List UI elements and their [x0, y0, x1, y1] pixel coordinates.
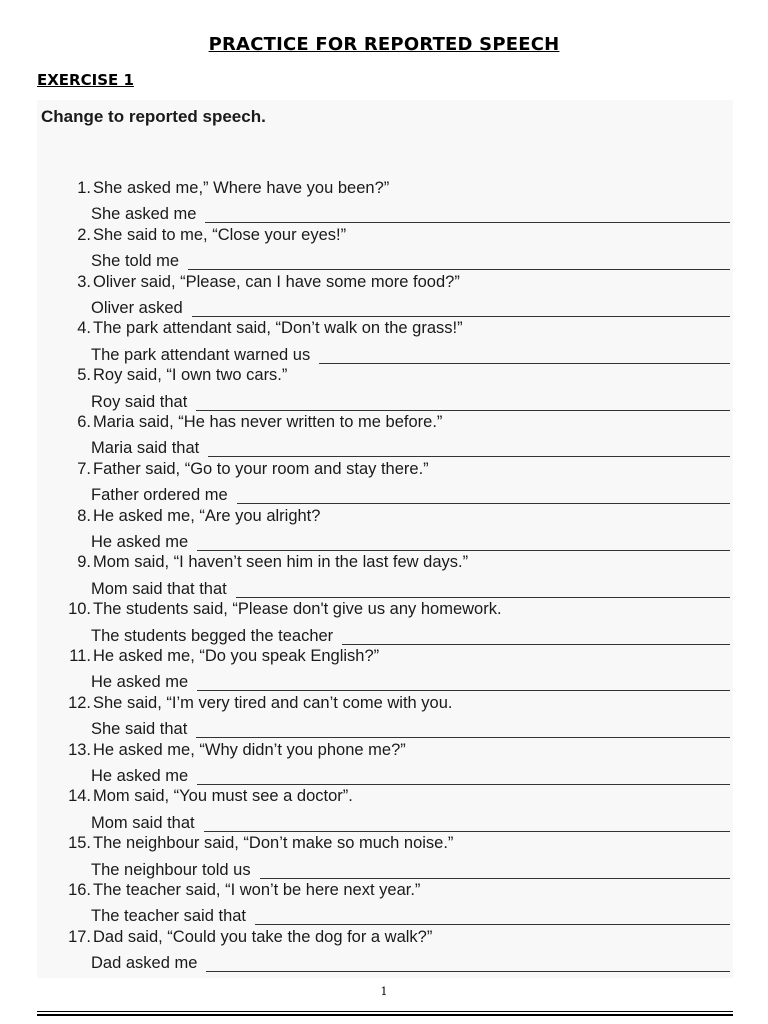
answer-blank[interactable]	[204, 811, 730, 832]
answer-line	[91, 343, 730, 365]
answer-line	[91, 951, 730, 973]
question-line	[37, 179, 389, 202]
exercise-item	[37, 179, 733, 226]
question-text: Mom said, “I haven’t seen him in the last few days.”	[93, 553, 469, 572]
item-number: 11.	[69, 646, 91, 665]
answer-line	[91, 296, 730, 318]
item-number: 9.	[77, 553, 91, 572]
item-number: 12.	[68, 693, 91, 712]
question-text: The park attendant said, “Don’t walk on the grass!”	[93, 319, 463, 338]
answer-stem: The students begged the teacher	[91, 626, 334, 645]
answer-line	[91, 811, 730, 833]
item-number: 15.	[68, 834, 91, 853]
answer-stem: He asked me	[91, 673, 189, 692]
question-line	[37, 881, 420, 904]
item-number: 6.	[77, 412, 91, 431]
answer-blank[interactable]	[237, 483, 730, 504]
question-text: She said to me, “Close your eyes!”	[93, 225, 347, 244]
exercise-item	[37, 694, 733, 741]
exercise-list	[37, 179, 733, 975]
answer-stem: He asked me	[91, 766, 189, 785]
answer-line	[91, 249, 730, 271]
answer-blank[interactable]	[196, 717, 730, 738]
exercise-item	[37, 366, 733, 413]
question-line	[37, 741, 406, 764]
question-line	[37, 928, 432, 951]
question-line	[37, 413, 442, 436]
question-text: Roy said, “I own two cars.”	[93, 366, 288, 385]
exercise-item	[37, 928, 733, 975]
answer-stem: Roy said that	[91, 392, 188, 411]
item-number: 4.	[77, 319, 91, 338]
worksheet-image	[37, 100, 733, 978]
question-line	[37, 600, 502, 623]
question-line	[37, 694, 453, 717]
exercise-item	[37, 834, 733, 881]
item-number: 8.	[77, 506, 91, 525]
answer-line	[91, 436, 730, 458]
answer-blank[interactable]	[255, 904, 730, 925]
answer-blank[interactable]	[236, 577, 730, 598]
exercise-item	[37, 319, 733, 366]
answer-blank[interactable]	[196, 390, 730, 411]
answer-stem: She asked me	[91, 205, 197, 224]
answer-line	[91, 577, 730, 599]
answer-stem: Maria said that	[91, 439, 200, 458]
answer-stem: The neighbour told us	[91, 860, 251, 879]
question-text: The students said, “Please don't give us any homework.	[93, 600, 502, 619]
question-line	[37, 319, 463, 342]
instruction-text: Change to reported speech.	[41, 107, 266, 126]
question-text: He asked me, “Are you alright?	[93, 506, 321, 525]
answer-blank[interactable]	[197, 764, 730, 785]
item-number: 14.	[68, 787, 91, 806]
answer-stem: Mom said that	[91, 813, 195, 832]
question-text: She asked me,” Where have you been?”	[93, 179, 390, 197]
answer-stem: Father ordered me	[91, 486, 228, 505]
answer-blank[interactable]	[342, 624, 730, 645]
answer-blank[interactable]	[197, 530, 730, 551]
exercise-item	[37, 553, 733, 600]
item-number: 16.	[68, 880, 91, 899]
answer-line	[91, 764, 730, 786]
answer-blank[interactable]	[188, 249, 730, 270]
question-line	[37, 366, 287, 389]
exercise-item	[37, 600, 733, 647]
answer-line	[91, 717, 730, 739]
footer-rule-thick	[37, 1014, 733, 1016]
page-title: PRACTICE FOR REPORTED SPEECH	[208, 34, 560, 55]
item-number: 3.	[77, 272, 91, 291]
answer-stem: He asked me	[91, 532, 189, 551]
answer-stem: The park attendant warned us	[91, 345, 311, 364]
item-number: 17.	[68, 927, 91, 946]
question-line	[37, 460, 429, 483]
exercise-item	[37, 741, 733, 788]
question-text: Mom said, “You must see a doctor”.	[93, 787, 353, 806]
exercise-item	[37, 881, 733, 928]
exercise-item	[37, 647, 733, 694]
answer-line	[91, 202, 730, 224]
question-text: He asked me, “Do you speak English?”	[93, 646, 380, 665]
answer-blank[interactable]	[197, 670, 730, 691]
answer-stem: Dad asked me	[91, 954, 198, 973]
answer-stem: She told me	[91, 252, 180, 271]
question-text: She said, “I’m very tired and can’t come with you.	[93, 693, 453, 712]
exercise-item	[37, 787, 733, 834]
question-line	[37, 787, 353, 810]
answer-line	[91, 904, 730, 926]
exercise-item	[37, 226, 733, 273]
answer-blank[interactable]	[206, 951, 730, 972]
question-line	[37, 273, 460, 296]
question-text: He asked me, “Why didn’t you phone me?”	[93, 740, 406, 759]
answer-stem: Oliver asked	[91, 298, 183, 317]
item-number: 5.	[77, 366, 91, 385]
question-line	[37, 834, 453, 857]
answer-blank[interactable]	[319, 343, 730, 364]
answer-line	[91, 530, 730, 552]
question-line	[37, 226, 346, 249]
footer-rule-thin	[37, 1011, 733, 1012]
item-number: 7.	[77, 459, 91, 478]
answer-line	[91, 624, 730, 646]
exercise-item	[37, 507, 733, 554]
question-text: Maria said, “He has never written to me before.”	[93, 412, 443, 431]
exercise-item	[37, 460, 733, 507]
question-text: The teacher said, “I won’t be here next year.”	[93, 880, 421, 899]
answer-line	[91, 858, 730, 880]
item-number: 10.	[68, 600, 91, 619]
answer-blank[interactable]	[192, 296, 730, 317]
answer-stem: She said that	[91, 720, 188, 739]
answer-blank[interactable]	[260, 858, 730, 879]
item-number: 13.	[68, 740, 91, 759]
answer-line	[91, 670, 730, 692]
item-number: 1.	[77, 179, 91, 197]
question-text: Oliver said, “Please, can I have some more food?”	[93, 272, 460, 291]
question-text: Dad said, “Could you take the dog for a walk?”	[93, 927, 433, 946]
answer-line	[91, 390, 730, 412]
exercise-item	[37, 273, 733, 320]
answer-line	[91, 483, 730, 505]
question-text: Father said, “Go to your room and stay there.”	[93, 459, 429, 478]
question-line	[37, 507, 320, 530]
answer-stem: The teacher said that	[91, 907, 247, 926]
answer-blank[interactable]	[208, 436, 730, 457]
item-number: 2.	[77, 225, 91, 244]
exercise-heading: EXERCISE 1	[37, 71, 134, 89]
question-line	[37, 647, 379, 670]
answer-blank[interactable]	[205, 202, 730, 223]
page-number: 1	[380, 985, 388, 998]
exercise-item	[37, 413, 733, 460]
question-line	[37, 553, 468, 576]
answer-stem: Mom said that that	[91, 579, 227, 598]
question-text: The neighbour said, “Don’t make so much noise.”	[93, 834, 454, 853]
